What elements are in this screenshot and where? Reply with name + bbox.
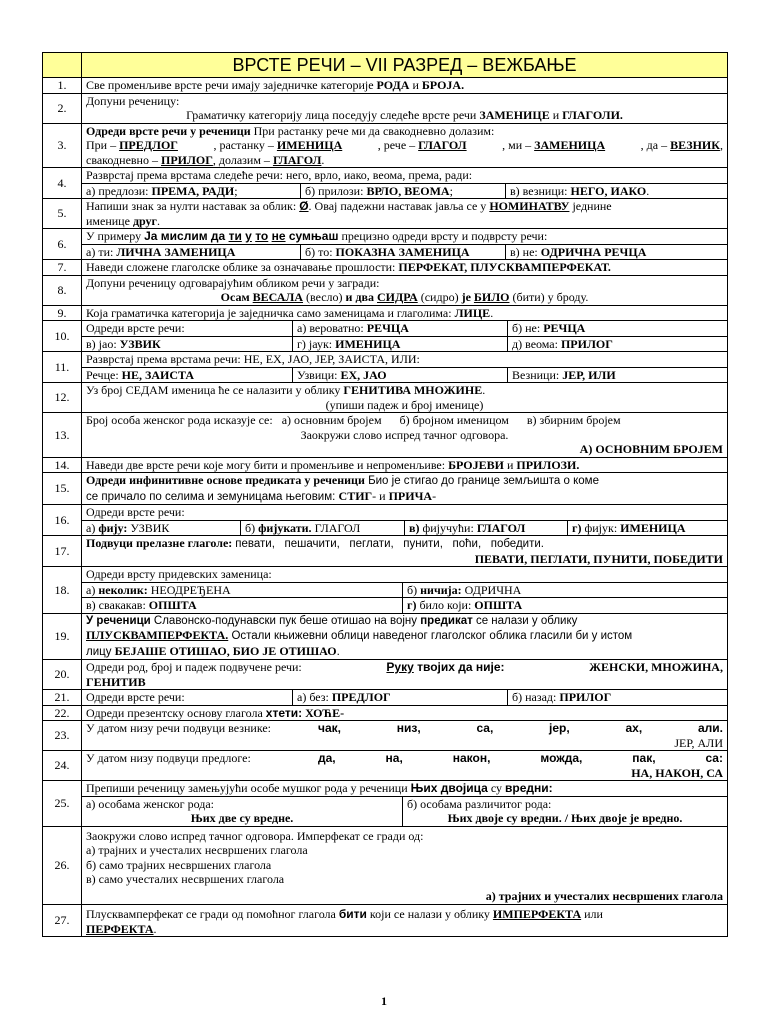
- table-row: [43, 567, 728, 614]
- table-row: [43, 721, 728, 751]
- row-number: 8.: [43, 275, 82, 305]
- table-row: [43, 352, 728, 383]
- row-number: 2.: [43, 93, 82, 123]
- row-number: 3.: [43, 123, 82, 168]
- row-number: 10.: [43, 321, 82, 352]
- row-number: 24.: [43, 751, 82, 781]
- table-row: [43, 473, 728, 505]
- table-row: [43, 826, 728, 905]
- row-number: 13.: [43, 413, 82, 458]
- question-cell: Број особа женског рода исказује се: а) основним бројем б) бројном именицом в) збирним бројем Заокружи слово испред тачног одговора. А) ОСНОВНИМ БРОЈЕМ: [82, 413, 728, 458]
- table-row: [43, 199, 728, 229]
- instruction-text: Одреди врсте речи у реченици: [86, 123, 251, 138]
- row-number: 19.: [43, 613, 82, 660]
- question-cell: Допуни реченицу одговарајућим обликом речи у загради: Осам ВЕСАЛА (весло) и два СИДРА (сидро) је БИЛО (бити) у броду.: [82, 275, 728, 305]
- table-row: [43, 260, 728, 276]
- worksheet-table: [42, 52, 728, 937]
- table-row: [43, 905, 728, 937]
- question-cell: Препиши реченицу замењујући особе мушког рода у реченици Њих двојица су вредни: а) особама женског рода: Њих две су вредне. б) особама различитог рода: Њих двоје су вредни. / Њих двоје је вредно.: [82, 781, 728, 827]
- question-text: Граматичку категорију лица поседују следеће врсте речи: [186, 108, 480, 122]
- table-row: [43, 751, 728, 781]
- question-cell: У датом низу подвуци предлоге: да, на, након, можда, пак, са: НА, НАКОН, СА: [82, 751, 728, 781]
- table-row: [43, 78, 728, 94]
- table-row: [43, 413, 728, 458]
- question-cell: Одреди врсте речи: а) вероватно: РЕЧЦА б) не: РЕЧЦА в) јао: УЗВИК г) јаук: ИМЕНИЦА д) веома: ПРИЛОГ: [82, 321, 728, 352]
- question-cell: Одреди род, број и падеж подвучене речи: Руку твојих да није: ЖЕНСКИ, МНОЖИНА, ГЕНИТИВ: [82, 660, 728, 690]
- connector-text: и: [549, 108, 563, 122]
- question-cell: Одреди презентску основу глагола хтети: ХОЋЕ-: [82, 705, 728, 721]
- row-number: 22.: [43, 705, 82, 721]
- row-number: 18.: [43, 567, 82, 614]
- row-number: 15.: [43, 473, 82, 505]
- row-number: 7.: [43, 260, 82, 276]
- table-row: [43, 660, 728, 690]
- row-number: 20.: [43, 660, 82, 690]
- worksheet: [42, 52, 727, 937]
- row-number: 27.: [43, 905, 82, 937]
- row-number: 12.: [43, 383, 82, 413]
- question-cell: Разврстај према врстама следеће речи: него, врло, иако, веома, према, ради: а) предлози: ПРЕМА, РАДИ; б) прилози: ВРЛО, ВЕОМА; в) везници: НЕГО, ИАКО.: [82, 168, 728, 199]
- table-row: [43, 536, 728, 567]
- row-number: 23.: [43, 721, 82, 751]
- question-cell: Заокружи слово испред тачног одговора. Имперфекат се гради од: а) трајних и учесталих несвршених глагола б) само трајних несвршених глагола в) само учесталих несвршених глагола а) трајних и учесталих несвршених глагола: [82, 826, 728, 905]
- question-cell: Одреди врсте речи: а) без: ПРЕДЛОГ б) назад: ПРИЛОГ: [82, 690, 728, 706]
- question-cell: Разврстај према врстама речи: НЕ, ЕХ, ЈАО, ЈЕР, ЗАИСТА, ИЛИ: Речце: НЕ, ЗАИСТА Узвици: ЕХ, ЈАО Везници: ЈЕР, ИЛИ: [82, 352, 728, 383]
- question-cell: Подвуци прелазне глаголе: певати, пешачити, пеглати, пунити, поћи, победити. ПЕВАТИ, ПЕГЛАТИ, ПУНИТИ, ПОБЕДИТИ: [82, 536, 728, 567]
- table-row: [43, 457, 728, 473]
- worksheet-title: ВРСТЕ РЕЧИ – VII РАЗРЕД – ВЕЖБАЊЕ: [82, 53, 728, 78]
- question-cell: Одреди врсте речи у реченици При растанку рече ми да свакодневно долазим: При – ПРЕДЛОГ , растанку – ИМЕНИЦА , рече – ГЛАГОЛ , ми – ЗАМЕНИЦА , да – ВЕЗНИК, свакодневно – ПРИЛОГ, долазим – ГЛАГОЛ.: [82, 123, 728, 168]
- page-number: 1: [381, 994, 387, 1008]
- title-number-cell: [43, 53, 82, 78]
- title-row: [43, 53, 728, 78]
- table-row: [43, 305, 728, 321]
- table-row: [43, 383, 728, 413]
- question-cell: Уз број СЕДАМ именица ће се налазити у облику ГЕНИТИВА МНОЖИНЕ. (упиши падеж и број именице): [82, 383, 728, 413]
- table-row: [43, 705, 728, 721]
- table-row: [43, 613, 728, 660]
- row-number: 5.: [43, 199, 82, 229]
- row-number: 6.: [43, 229, 82, 260]
- row-number: 25.: [43, 781, 82, 827]
- table-row: [43, 168, 728, 199]
- row-number: 14.: [43, 457, 82, 473]
- question-cell: У реченици Славонско-подунавски пук беше отишао на војну предикат се налази у облику ПЛУСКВАМПЕРФЕКТА. Остали књижевни облици наведеног глаголског облика гласили би у истом лицу БЕЈАШЕ ОТИШАО, БИО ЈЕ ОТИШАО.: [82, 613, 728, 660]
- row-number: 4.: [43, 168, 82, 199]
- row-number: 1.: [43, 78, 82, 94]
- table-row: [43, 275, 728, 305]
- question-cell: Одреди инфинитивне основе предиката у реченици Био је стигао до границе земљишта о коме се причало по селима и земуницама његовим: СТИГ- и ПРИЧА-: [82, 473, 728, 505]
- answer-text: ЗАМЕНИЦЕ: [479, 108, 550, 122]
- table-row: [43, 123, 728, 168]
- answer-text: ГЛАГОЛИ.: [562, 108, 623, 122]
- table-row: [43, 321, 728, 352]
- table-row: [43, 690, 728, 706]
- question-cell: У примеру Ја мислим да ти у то не сумњаш прецизно одреди врсту и подврсту речи: а) ти: ЛИЧНА ЗАМЕНИЦА б) то: ПОКАЗНА ЗАМЕНИЦА в) не: ОДРИЧНА РЕЧЦА: [82, 229, 728, 260]
- question-cell: Плусквамперфекат се гради од помоћног глагола бити који се налази у облику ИМПЕРФЕКТА или ПЕРФЕКТА.: [82, 905, 728, 937]
- question-cell: Одреди врсте речи: а) фију: УЗВИК б) фијукати. ГЛАГОЛ в) фијучући: ГЛАГОЛ г) фијук: ИМЕНИЦА: [82, 505, 728, 536]
- question-text: При растанку рече ми да свакодневно долазим:: [250, 123, 495, 138]
- question-text: Све променљиве врсте речи имају заједничке категорије: [86, 78, 377, 92]
- row-number: 26.: [43, 826, 82, 905]
- row-number: 21.: [43, 690, 82, 706]
- answer-text: РОДА: [376, 78, 410, 92]
- answer-text: БРОЈА.: [421, 78, 465, 92]
- question-text: Разврстај према врстама следеће речи: него, врло, иако, веома, према, ради:: [86, 168, 473, 182]
- table-row: [43, 781, 728, 827]
- question-cell: Напиши знак за нулти наставак за облик: Ø. Овај падежни наставак јавља се у НОМИНАТВУ једнине именице друг.: [82, 199, 728, 229]
- question-cell: [82, 93, 728, 123]
- table-row: [43, 505, 728, 536]
- row-number: 16.: [43, 505, 82, 536]
- question-text: Допуни реченицу:: [86, 93, 180, 108]
- table-row: [43, 229, 728, 260]
- connector-text: и: [409, 78, 422, 92]
- row-number: 11.: [43, 352, 82, 383]
- question-cell: Одреди врсту придевских заменица: а) неколик: НЕОДРЕЂЕНА б) ничија: ОДРИЧНА в) свакакав: ОПШТА г) било који: ОПШТА: [82, 567, 728, 614]
- question-cell: [82, 78, 728, 94]
- row-number: 9.: [43, 305, 82, 321]
- question-cell: Која граматичка категорија је заједничка само заменицама и глаголима: ЛИЦЕ.: [82, 305, 728, 321]
- question-cell: Наведи две врсте речи које могу бити и променљиве и непроменљиве: БРОЈЕВИ и ПРИЛОЗИ.: [82, 457, 728, 473]
- question-cell: У датом низу речи подвуци везнике: чак, низ, са, јер, ах, али. ЈЕР, АЛИ: [82, 721, 728, 751]
- row-number: 17.: [43, 536, 82, 567]
- table-row: [43, 93, 728, 123]
- question-cell: Наведи сложене глаголске облике за означавање прошлости: ПЕРФЕКАТ, ПЛУСКВАМПЕРФЕКАТ.: [82, 260, 728, 276]
